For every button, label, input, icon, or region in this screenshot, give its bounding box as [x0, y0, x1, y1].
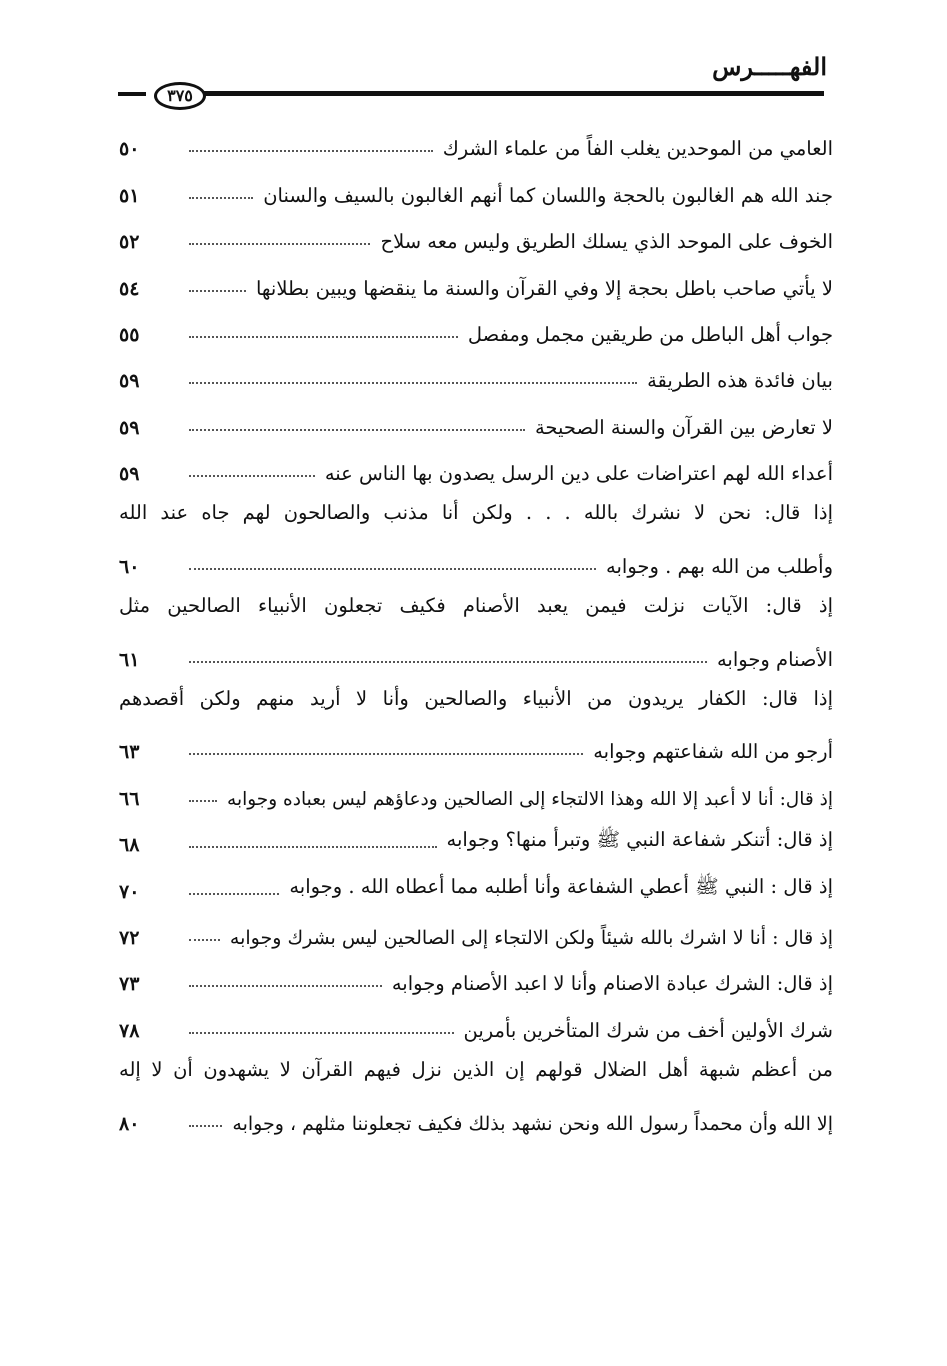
toc-entry	[119, 769, 833, 815]
toc-entry	[119, 816, 833, 862]
header-rule-line	[204, 91, 824, 96]
toc-page-number: ٧٨	[119, 1019, 140, 1042]
header-rule	[118, 84, 824, 106]
toc-entry-text: أرجو من الله شفاعتهم وجوابه	[593, 740, 833, 764]
toc-entry	[119, 306, 833, 352]
toc-entry-text: إلا الله وأن محمداً رسول الله ونحن نشهد بذلك فكيف تجعلوننا مثلهم ، وجوابه	[232, 1112, 833, 1135]
toc-entry	[119, 1094, 833, 1140]
dot-leader	[189, 290, 246, 292]
toc-page-number: ٦٣	[119, 741, 140, 764]
toc-page-number: ٦٠	[119, 555, 140, 578]
dot-leader	[189, 1125, 222, 1127]
running-header-title: الفهـــــرس	[712, 52, 827, 81]
dot-leader	[189, 800, 217, 802]
toc-entry	[119, 723, 833, 769]
dot-leader	[189, 985, 382, 987]
toc-entry	[119, 259, 833, 305]
toc-entry-text: الأصنام وجوابه	[716, 647, 833, 671]
toc-entry-text: إذ قال: أتنكر شفاعة النبي ﷺ وتبرأ منها؟ وجوابه	[446, 828, 833, 852]
toc-page-number: ٥٢	[119, 231, 140, 254]
toc-entry	[119, 538, 833, 584]
toc-entry-text: إذ قال : أنا لا اشرك بالله شيئاً ولكن الالتجاء إلى الصالحين ليس بشرك وجوابه	[229, 927, 833, 950]
toc-entry	[119, 862, 833, 908]
toc-entry	[119, 630, 833, 676]
toc-page-number: ٥٩	[119, 370, 140, 393]
toc-entry-continued-line	[119, 584, 833, 630]
toc-entry-text: لا يأتي صاحب باطل بحجة إلا وفي القرآن والسنة ما ينقضها ويبين بطلانها	[255, 276, 833, 300]
toc-entry	[119, 398, 833, 444]
toc-entry-text: إذ قال: أنا لا أعبد إلا الله وهذا الالتجاء إلى الصالحين ودعاؤهم ليس بعباده وجوابه	[227, 788, 833, 810]
toc-entry-text: من أعظم شبهة أهل الضلال قولهم إن الذين نزل فيهم القرآن لا يشهدون أن لا إله	[119, 1057, 833, 1081]
toc-page-number: ٦٨	[119, 834, 140, 857]
table-of-contents	[119, 120, 833, 1141]
page-number-badge: ٣٧٥	[154, 82, 206, 110]
toc-page-number: ٧٣	[119, 973, 140, 996]
toc-page-number: ٦٦	[119, 787, 140, 810]
toc-entry-text: الخوف على الموحد الذي يسلك الطريق وليس معه سلاح	[380, 230, 833, 254]
toc-entry-text: إذ قال: الشرك عبادة الاصنام وأنا لا اعبد الأصنام وجوابه	[391, 972, 833, 996]
toc-page-number: ٧٠	[119, 880, 140, 903]
dot-leader	[189, 150, 433, 152]
dot-leader	[189, 336, 458, 338]
toc-entry-text: بيان فائدة هذه الطريقة	[647, 369, 833, 393]
dot-leader	[189, 846, 437, 848]
toc-entry	[119, 166, 833, 212]
dot-leader	[189, 475, 315, 477]
toc-entry-text: جواب أهل الباطل من طريقين مجمل ومفصل	[467, 322, 833, 346]
dot-leader	[189, 753, 583, 755]
toc-entry-text: إذا قال: نحن لا نشرك بالله . . . ولكن أنا مذنب والصالحون لهم جاه عند الله	[119, 501, 833, 525]
header-rule-tail	[118, 92, 146, 96]
toc-page-number: ٨٠	[119, 1112, 140, 1135]
toc-entry-continued-line	[119, 491, 833, 537]
toc-entry-text: شرك الأولين أخف من شرك المتأخرين بأمرين	[463, 1018, 833, 1042]
toc-page-number: ٧٢	[119, 927, 140, 950]
toc-entry	[119, 352, 833, 398]
dot-leader	[189, 661, 707, 663]
toc-page-number: ٥٤	[119, 277, 140, 300]
toc-entry-continued-line	[119, 677, 833, 723]
toc-entry-text: إذا قال: الكفار يريدون من الأنبياء والصالحين وأنا لا أريد منهم ولكن أقصدهم	[119, 686, 833, 710]
toc-entry-continued-line	[119, 1048, 833, 1094]
toc-page-number: ٥٥	[119, 323, 140, 346]
toc-entry	[119, 1001, 833, 1047]
toc-entry	[119, 909, 833, 955]
toc-page-number: ٥٠	[119, 138, 140, 161]
toc-entry-text: العامي من الموحدين يغلب الفاً من علماء الشرك	[442, 137, 833, 161]
dot-leader	[189, 197, 253, 199]
toc-entry-text: أعداء الله لهم اعتراضات على دين الرسل يصدون بها الناس عنه	[324, 462, 833, 486]
toc-entry-text: لا تعارض بين القرآن والسنة الصحيحة	[534, 415, 833, 439]
dot-leader	[189, 429, 525, 431]
toc-entry	[119, 445, 833, 491]
dot-leader	[189, 939, 220, 941]
toc-entry-text: إذ قال : النبي ﷺ أعطي الشفاعة وأنا أطلبه مما أعطاه الله . وجوابه	[289, 874, 833, 898]
dot-leader	[189, 1032, 454, 1034]
toc-page-number: ٥٩	[119, 416, 140, 439]
dot-leader	[189, 893, 279, 895]
dot-leader	[189, 382, 637, 384]
dot-leader	[189, 568, 596, 570]
toc-entry-text: إذ قال: الآيات نزلت فيمن يعبد الأصنام فكيف تجعلون الأنبياء الصالحين مثل	[119, 593, 833, 617]
toc-page-number: ٥١	[119, 184, 140, 207]
toc-entry	[119, 120, 833, 166]
toc-entry	[119, 213, 833, 259]
toc-page-number: ٦١	[119, 648, 140, 671]
toc-entry	[119, 955, 833, 1001]
toc-page-number: ٥٩	[119, 463, 140, 486]
dot-leader	[189, 243, 370, 245]
toc-entry-text: جند الله هم الغالبون بالحجة واللسان كما أنهم الغالبون بالسيف والسنان	[263, 183, 833, 207]
toc-entry-text: وأطلب من الله بهم . وجوابه	[606, 554, 833, 578]
